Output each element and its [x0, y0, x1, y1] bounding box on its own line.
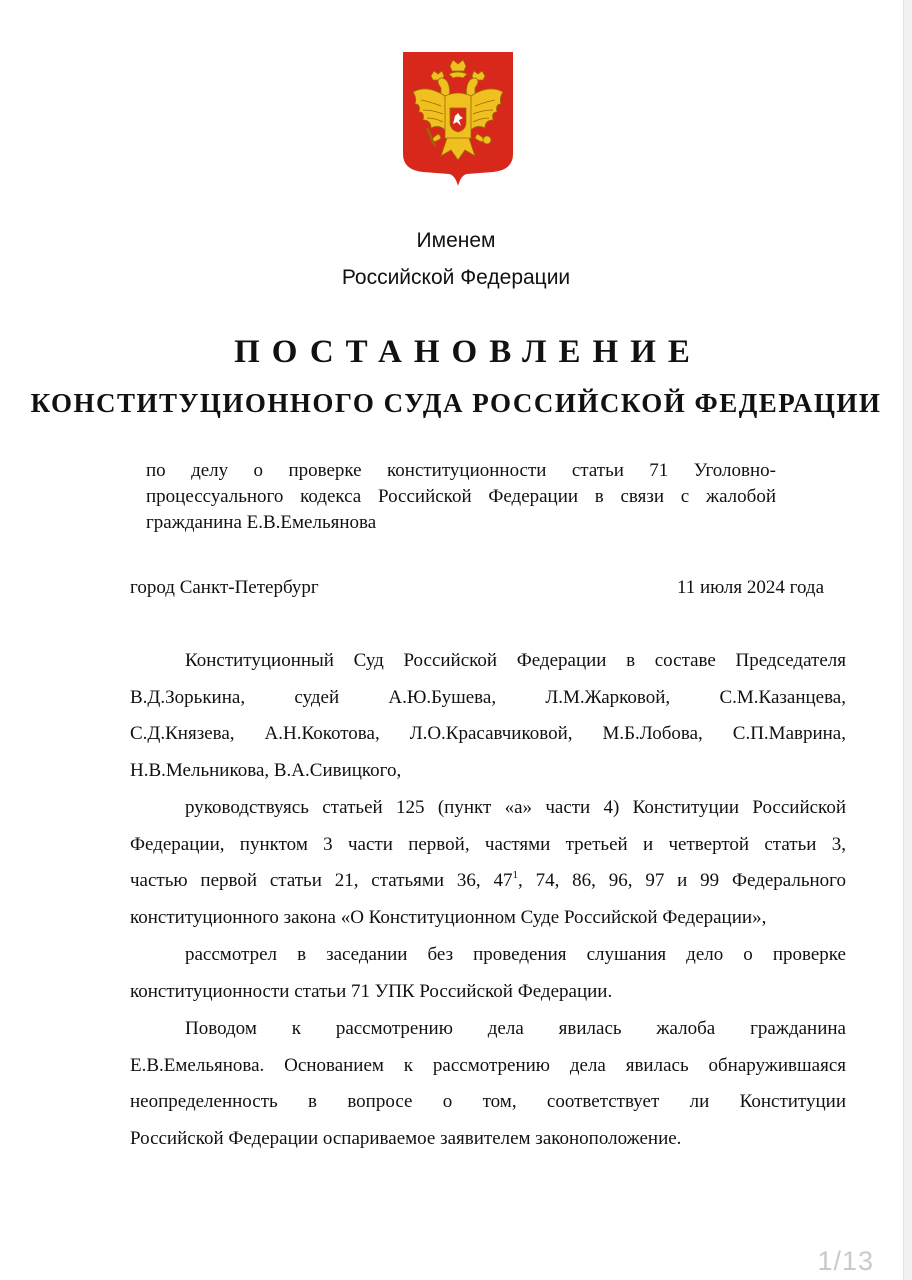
- paragraph-line: [130, 868, 846, 894]
- viewer-scroll-edge: [903, 0, 912, 1280]
- place-city: город Санкт-Петербург: [130, 577, 319, 598]
- paragraph-line: Федерации, пунктом 3 части первой, частями третьей и четвертой статьи 3,: [130, 834, 846, 855]
- case-subject-line: по делу о проверке конституционности статьи 71 Уголовно-: [146, 460, 776, 481]
- paragraph-line: неопределенность в вопросе о том, соответствует ли Конституции: [130, 1091, 846, 1112]
- header-in-name: Именем: [416, 229, 496, 252]
- paragraph-line: С.Д.Князева, А.Н.Кокотова, Л.О.Красавчиковой, М.Б.Лобова, С.П.Маврина,: [130, 723, 846, 744]
- document-type-title: ПОСТАНОВЛЕНИЕ: [234, 334, 702, 370]
- paragraph-line: Конституционный Суд Российской Федерации в составе Председателя: [185, 650, 846, 671]
- paragraph-line: Поводом к рассмотрению дела явилась жалоба гражданина: [185, 1018, 846, 1039]
- paragraph-line: конституционного закона «О Конституционном Суде Российской Федерации»,: [130, 907, 767, 928]
- paragraph-line: Е.В.Емельянова. Основанием к рассмотрению дела явилась обнаружившаяся: [130, 1055, 846, 1076]
- page-indicator: 1/13: [817, 1246, 874, 1276]
- paragraph-line: рассмотрел в заседании без проведения слушания дело о проверке: [185, 944, 846, 965]
- paragraph-line-text: , 74, 86, 96, 97 и 99 Федерального: [518, 870, 846, 891]
- russian-coat-of-arms-icon: [401, 50, 515, 188]
- paragraph-line: конституционности статьи 71 УПК Российской Федерации.: [130, 981, 613, 1002]
- court-name-title: КОНСТИТУЦИОННОГО СУДА РОССИЙСКОЙ ФЕДЕРАЦИИ: [30, 388, 882, 418]
- paragraph-line: руководствуясь статьей 125 (пункт «а» части 4) Конституции Российской: [185, 797, 846, 818]
- document-date: 11 июля 2024 года: [676, 577, 824, 598]
- paragraph-line: Н.В.Мельникова, В.А.Сивицкого,: [130, 760, 402, 781]
- case-subject: [146, 458, 776, 536]
- superscript-index: 1: [512, 869, 519, 881]
- case-subject-line: гражданина Е.В.Емельянова: [146, 512, 377, 533]
- paragraph-line-text: частью первой статьи 21, статьями 36, 47: [130, 870, 513, 891]
- paragraph-line: Российской Федерации оспариваемое заявителем законоположение.: [130, 1128, 682, 1149]
- case-subject-line: процессуального кодекса Российской Федерации в связи с жалобой: [146, 486, 776, 507]
- header-federation: Российской Федерации: [341, 266, 571, 289]
- paragraph-line: В.Д.Зорькина, судей А.Ю.Бушева, Л.М.Жарковой, С.М.Казанцева,: [130, 687, 846, 708]
